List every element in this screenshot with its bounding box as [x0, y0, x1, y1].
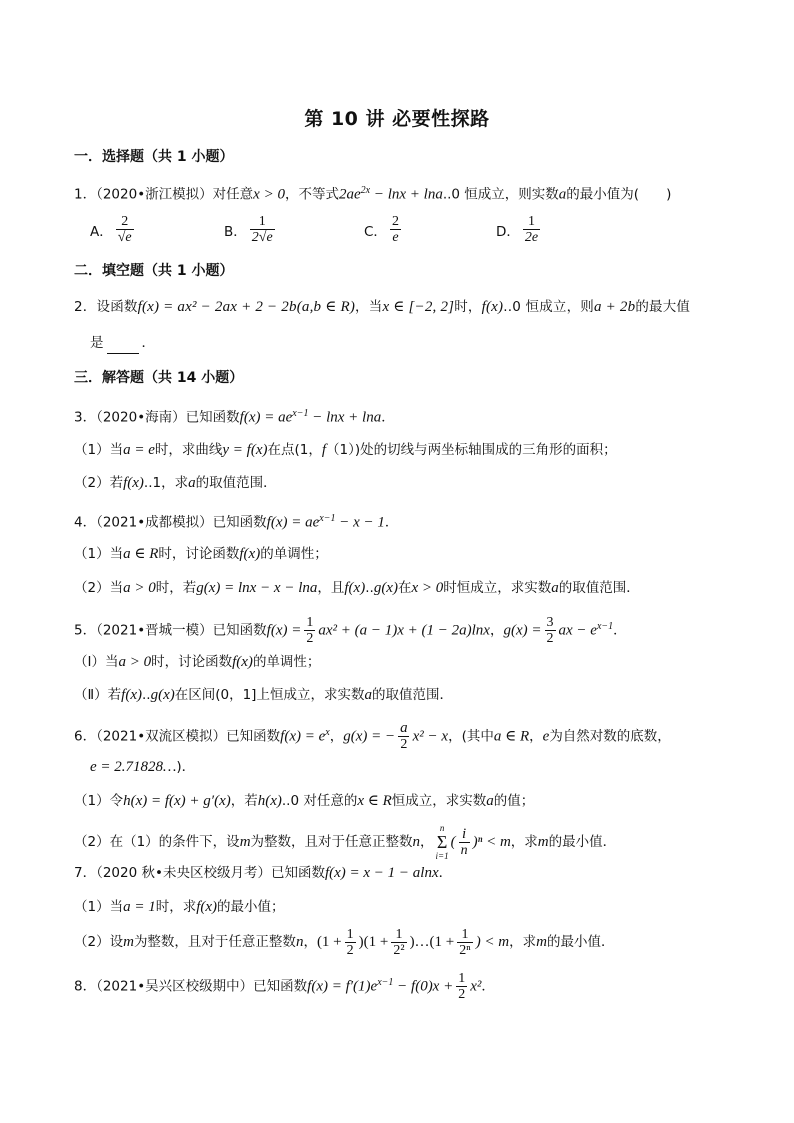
fraction-one-half-q8: $\frac{1}{2}$	[458, 971, 466, 1002]
question-4: 4．（2021•成都模拟）已知函数$f(x) = ae^{x-1} - x - 1$．	[74, 513, 399, 531]
option-c: C． $\frac{2}{e}$	[364, 214, 399, 245]
section-heading-choice: 一．选择题（共 1 小题）	[74, 149, 234, 165]
question-6-part-2: （2）在（1）的条件下，设m为整数，且对于任意正整数n， n Σ i=1 ( $\frac{i}{n}$ )ⁿ < m，求m的最小值．	[74, 823, 617, 861]
question-5: 5．（2021•晋城一模）已知函数f(x) = $\frac{1}{2}$ ax² + (a − 1)x + (1 − 2a)lnx，g(x) = $\frac{3}{2}$ ax − $e^{x-1}$．	[74, 615, 627, 646]
fraction-one-half: $\frac{1}{2}$	[306, 615, 314, 646]
fraction-1-over-2-power-n: $\frac{1}{\text{2ⁿ}}$	[459, 926, 471, 958]
question-7: 7．（2020 秋•未央区校级月考）已知函数f(x) = x − 1 − alnx．	[74, 865, 453, 881]
question-3-part-1: （1）当a = e时，求曲线y = f(x)在点(1，f（1）)处的切线与两坐标轴围成的三角形的面积；	[74, 442, 617, 458]
question-7-part-2: （2）设m为整数，且对于任意正整数n，(1 + $\frac{1}{2}$ )(1 + $\frac{1}{\text{2²}}$ )…(1 + $\frac{1}{\text{2ⁿ}}$ ) < m，求m的最小值．	[74, 926, 615, 958]
question-5-part-2: （Ⅱ）若f(x)..g(x)在区间(0，1]上恒成立，求实数a的取值范围．	[74, 687, 453, 703]
question-6-line-2: e = 2.71828…)．	[90, 759, 196, 775]
question-7-part-1: （1）当a = 1时，求f(x)的最小值；	[74, 899, 285, 915]
option-a: A． $\frac{2}{√e}$	[90, 214, 132, 245]
question-4-part-2: （2）当a > 0时，若g(x) = lnx − x − lna，且f(x)..g(x)在x > 0时恒成立，求实数a的取值范围．	[74, 580, 640, 596]
question-4-part-1: （1）当a ∈ R时，讨论函数f(x)的单调性；	[74, 546, 328, 562]
option-b: B． $\frac{1}{2√e}$	[224, 214, 273, 245]
question-2-line-2: 是 ．	[90, 332, 750, 354]
question-1: 1．（2020•浙江模拟）对任意x > 0，不等式$2ae^{2x} - \ln x + \ln a..0$ 恒成立，则实数a的最小值为( )	[74, 185, 672, 203]
question-3-part-2: （2）若f(x)..1，求a的取值范围．	[74, 475, 277, 491]
fraction-1-over-2: $\frac{1}{2}$	[346, 926, 354, 958]
option-d: D． $\frac{1}{2e}$	[496, 214, 539, 245]
option-c-fraction: $\frac{2}{e}$	[391, 214, 399, 245]
option-d-fraction: $\frac{1}{2e}$	[524, 214, 539, 245]
question-5-part-1: （Ⅰ）当a > 0时，讨论函数f(x)的单调性；	[74, 654, 321, 670]
section-heading-solve: 三．解答题（共 14 小题）	[74, 370, 244, 386]
summation-symbol: n Σ i=1	[435, 823, 449, 861]
question-6: 6．（2021•双流区模拟）已知函数$f(x) = e^x$，g(x) = − $\frac{a}{2}$ x² − x，(其中a ∈ R，e为自然对数的底数，	[74, 720, 671, 752]
question-8: 8．（2021•吴兴区校级期中）已知函数$f(x) = f'(1)e^{x-1} - f(0)x$ + $\frac{1}{2}$ x²．	[74, 971, 495, 1002]
question-2: 2．设函数f(x) = ax² − 2ax + 2 − 2b(a,b ∈ R)，当x ∈ [−2, 2]时，f(x)..0 恒成立，则a + 2b的最大值	[74, 299, 691, 315]
question-6-part-1: （1）令h(x) = f(x) + g′(x)，若h(x)..0 对任意的x ∈ R恒成立，求实数a的值；	[74, 793, 535, 809]
section-heading-fill: 二．填空题（共 1 小题）	[74, 263, 234, 279]
fraction-a-over-2: $\frac{a}{2}$	[400, 720, 408, 752]
fraction-three-halves: $\frac{3}{2}$	[546, 615, 554, 646]
option-b-fraction: $\frac{1}{2√e}$	[251, 214, 273, 245]
question-3: 3．（2020•海南）已知函数$f(x) = ae^{x-1} - \ln x + \ln a$．	[74, 408, 395, 426]
page-title: 第 10 讲 必要性探路	[304, 108, 490, 130]
fraction-1-over-2-squared: $\frac{1}{\text{2²}}$	[393, 926, 405, 958]
option-a-fraction: $\frac{2}{√e}$	[117, 214, 132, 245]
answer-blank[interactable]	[107, 339, 139, 354]
fraction-i-over-n: $\frac{i}{n}$	[460, 825, 468, 858]
